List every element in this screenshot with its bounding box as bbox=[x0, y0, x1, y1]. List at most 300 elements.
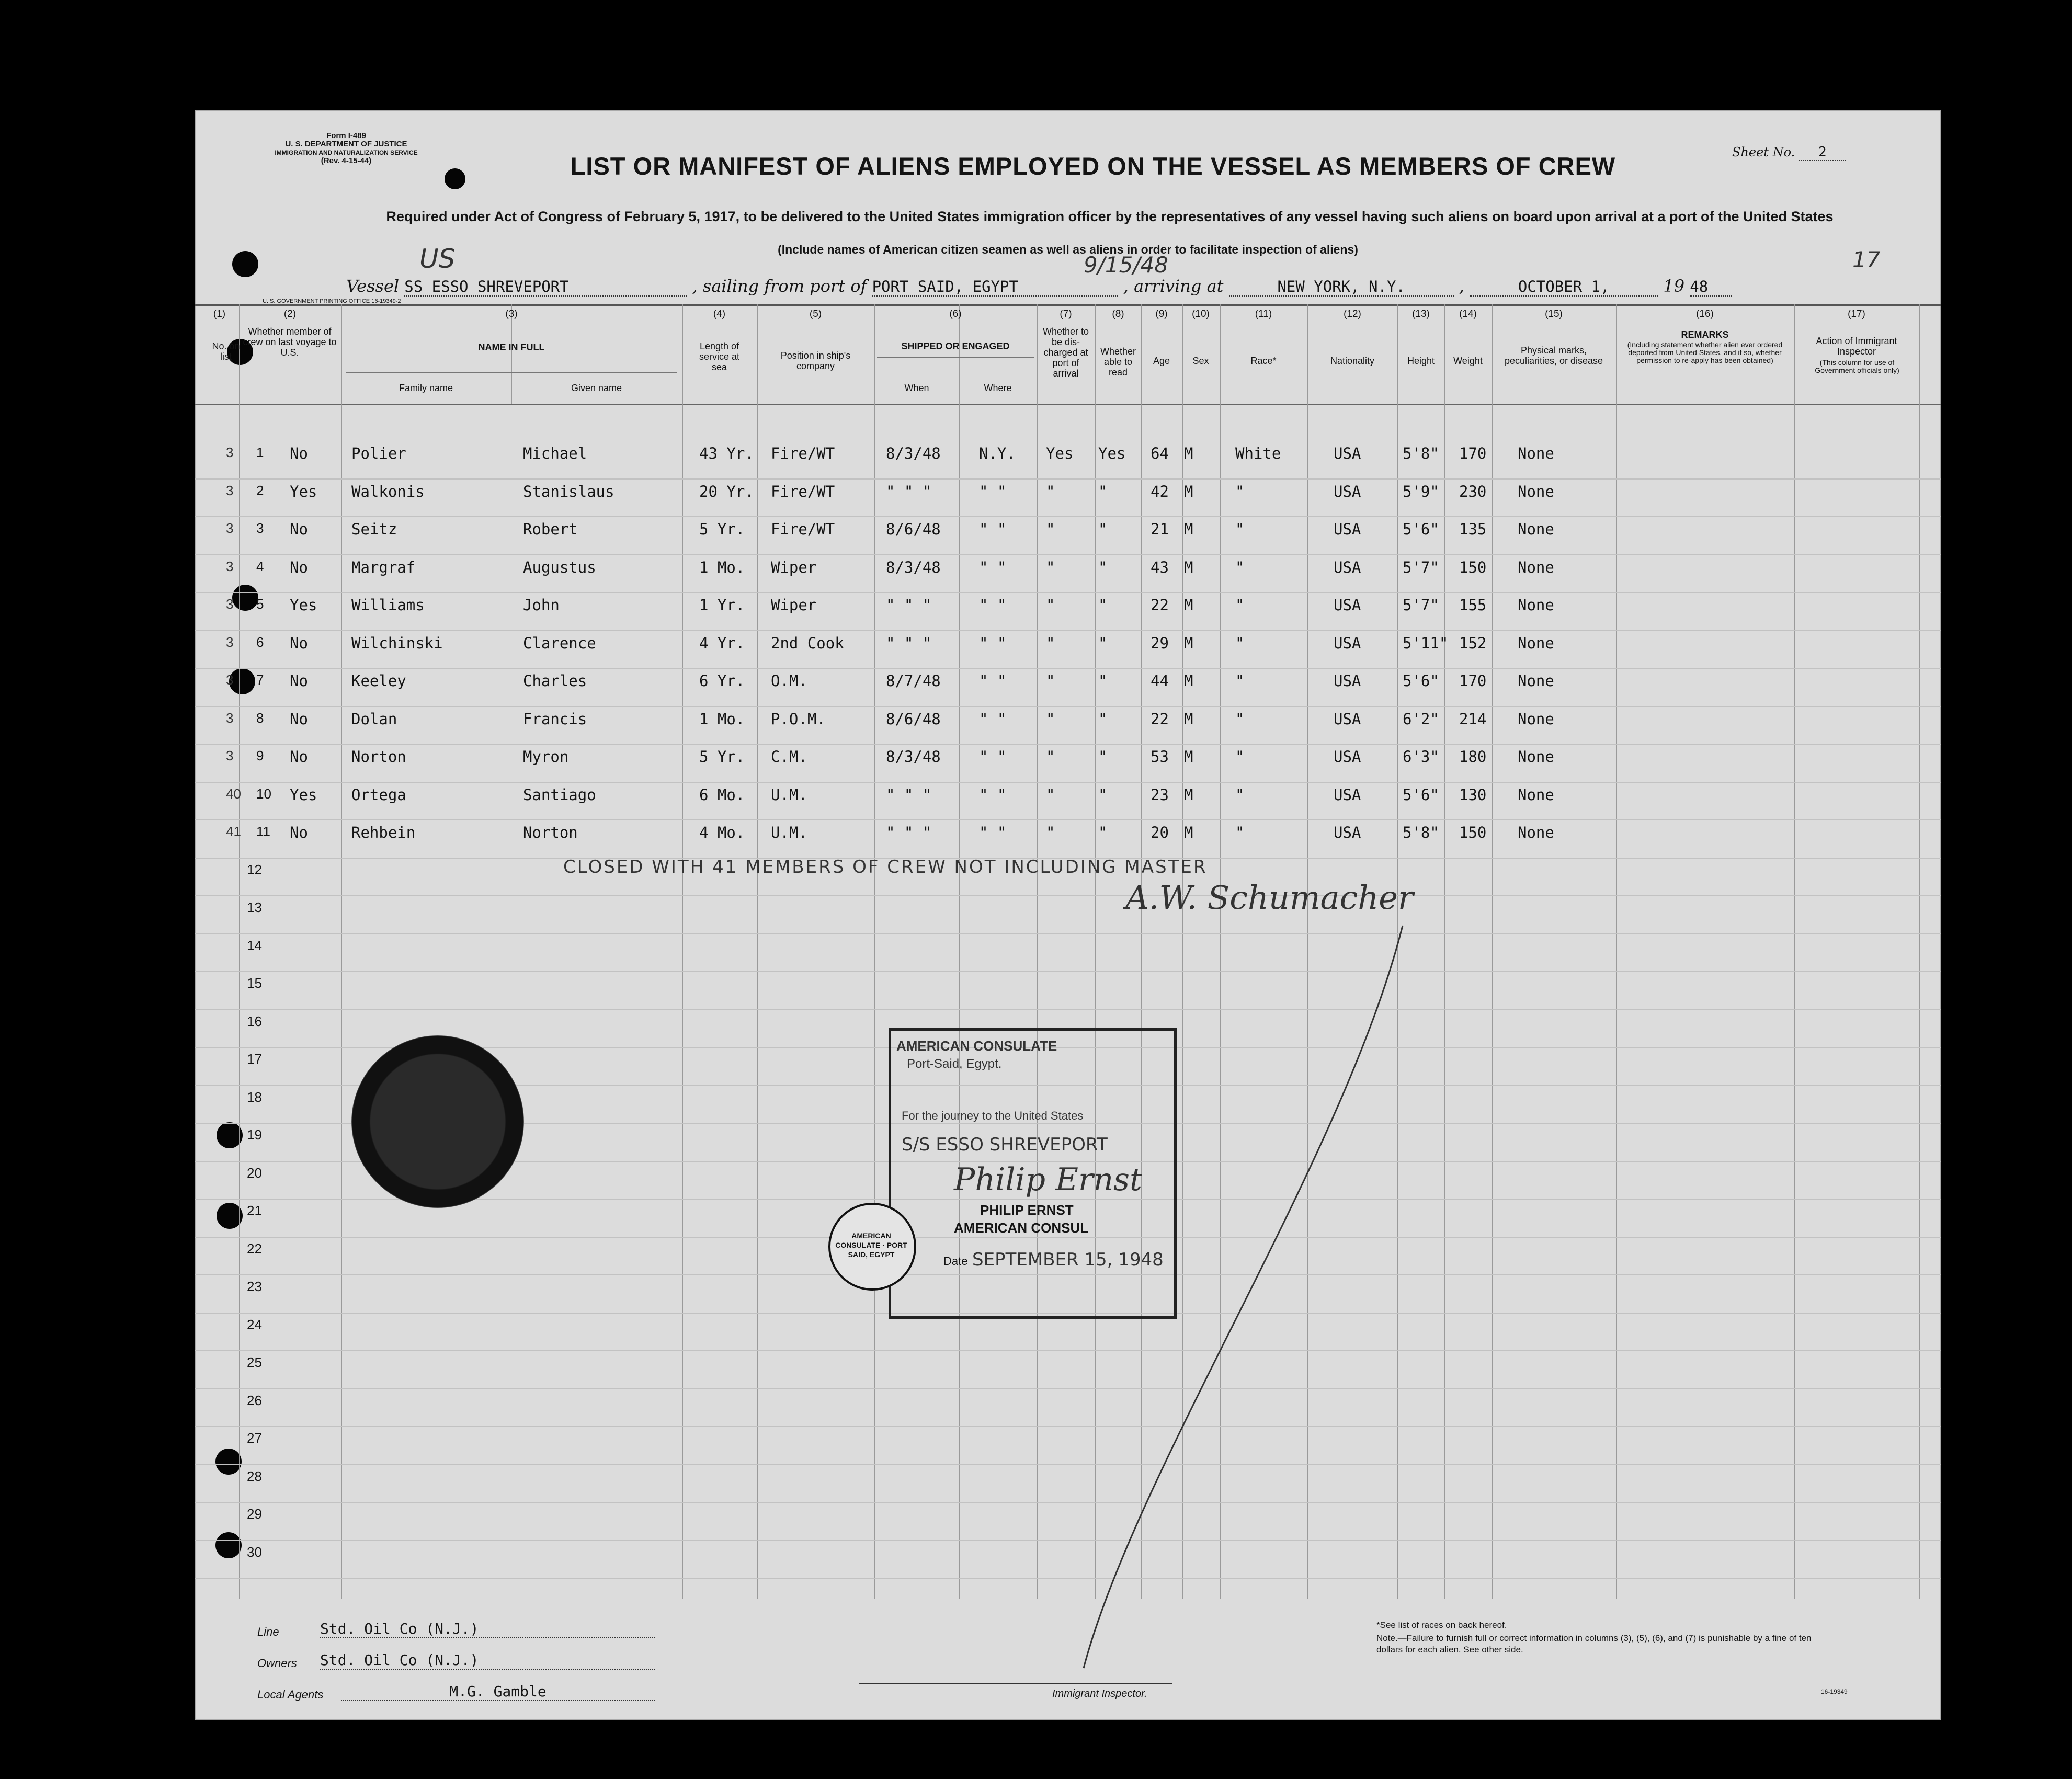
cell-where: " " bbox=[979, 596, 1007, 614]
cell-height: 5'6" bbox=[1403, 672, 1439, 690]
cell-discharged: " bbox=[1046, 634, 1055, 652]
empty-row-number: 29 bbox=[247, 1506, 262, 1522]
empty-row-number: 17 bbox=[247, 1051, 262, 1067]
header-shipped-engaged: SHIPPED OR ENGAGED bbox=[901, 341, 1010, 351]
cell-nationality: USA bbox=[1334, 520, 1361, 538]
cell-where: N.Y. bbox=[979, 444, 1016, 462]
empty-row-number: 18 bbox=[247, 1089, 262, 1105]
cell-last: Yes bbox=[290, 785, 317, 804]
row-number: 5 bbox=[256, 596, 264, 612]
header-height: Height bbox=[1407, 356, 1435, 366]
sheet-value: 2 bbox=[1799, 144, 1846, 161]
cell-weight: 230 bbox=[1459, 482, 1487, 500]
cell-read: " bbox=[1098, 596, 1108, 614]
cell-sex: M bbox=[1184, 444, 1193, 462]
cell-family: Seitz bbox=[351, 520, 397, 538]
header-family-name: Family name bbox=[399, 383, 453, 393]
cell-family: Keeley bbox=[351, 672, 406, 690]
cell-when: 8/7/48 bbox=[886, 672, 941, 690]
cell-discharged: " bbox=[1046, 824, 1055, 841]
cell-last: No bbox=[290, 710, 308, 728]
row-hand-number: 3 bbox=[226, 672, 234, 688]
cell-where: " " bbox=[979, 785, 1007, 804]
header-physical-marks: Physical marks, peculiarities, or disease bbox=[1504, 345, 1603, 366]
cell-weight: 150 bbox=[1459, 558, 1487, 576]
print-code: 16-19349 bbox=[1821, 1688, 1848, 1695]
department: U. S. DEPARTMENT OF JUSTICE bbox=[285, 140, 407, 149]
cell-discharged: " bbox=[1046, 710, 1055, 728]
row-hand-number: 3 bbox=[226, 748, 234, 763]
header-race: Race* bbox=[1250, 356, 1277, 366]
cell-when: 8/6/48 bbox=[886, 710, 941, 728]
header-where: Where bbox=[984, 383, 1012, 393]
row-hand-number: 41 bbox=[226, 824, 241, 839]
date-hand-note: 9/15/48 bbox=[1084, 252, 1168, 278]
consul-signature: Philip Ernst bbox=[954, 1161, 1143, 1198]
cell-position: Wiper bbox=[771, 558, 817, 576]
row-number: 11 bbox=[256, 824, 270, 839]
cell-weight: 135 bbox=[1459, 520, 1487, 538]
header-when: When bbox=[904, 383, 929, 393]
agents-value: M.G. Gamble bbox=[341, 1683, 655, 1701]
cell-where: " " bbox=[979, 520, 1007, 538]
cell-sex: M bbox=[1184, 672, 1193, 690]
cell-marks: None bbox=[1518, 672, 1554, 690]
cell-sex: M bbox=[1184, 634, 1193, 652]
cell-nationality: USA bbox=[1334, 748, 1361, 766]
signature: A.W. Schumacher bbox=[1125, 879, 1414, 917]
cell-height: 5'8" bbox=[1403, 444, 1439, 462]
cell-family: Norton bbox=[351, 748, 406, 766]
empty-row-number: 24 bbox=[247, 1316, 262, 1332]
cell-service: 1 Mo. bbox=[699, 710, 745, 728]
col-7-number: (7) bbox=[1060, 309, 1072, 320]
vessel-name: SS ESSO SHREVEPORT bbox=[404, 278, 687, 297]
row-number: 2 bbox=[256, 482, 264, 498]
cell-race: " bbox=[1235, 748, 1245, 766]
cell-family: Dolan bbox=[351, 710, 397, 728]
cell-marks: None bbox=[1518, 748, 1554, 766]
cell-height: 5'11" bbox=[1403, 634, 1449, 652]
header-weight: Weight bbox=[1453, 356, 1483, 366]
cell-where: " " bbox=[979, 558, 1007, 576]
cell-when: " " " bbox=[886, 482, 932, 500]
cell-height: 5'6" bbox=[1403, 785, 1439, 804]
header-name-in-full: NAME IN FULL bbox=[478, 342, 545, 352]
cell-age: 43 bbox=[1151, 558, 1169, 576]
line-value: Std. Oil Co (N.J.) bbox=[320, 1620, 655, 1638]
stamp-vessel: S/S ESSO SHREVEPORT bbox=[902, 1134, 1108, 1155]
col-11-number: (11) bbox=[1255, 309, 1272, 320]
cell-marks: None bbox=[1518, 482, 1554, 500]
cell-service: 43 Yr. bbox=[699, 444, 754, 462]
cell-nationality: USA bbox=[1334, 482, 1361, 500]
cell-given: Myron bbox=[523, 748, 569, 766]
service-name: IMMIGRATION AND NATURALIZATION SERVICE bbox=[275, 149, 418, 156]
penalty-note: Note.—Failure to furnish full or correct information in columns (3), (5), (6), and (7) is punishable by a fine of ten dollars for each alien. See other side. bbox=[1376, 1633, 1812, 1655]
revision: (Rev. 4-15-44) bbox=[321, 156, 372, 165]
page-title: LIST OR MANIFEST OF ALIENS EMPLOYED ON THE VESSEL AS MEMBERS OF CREW bbox=[570, 152, 1616, 180]
cell-read: " bbox=[1098, 634, 1108, 652]
cell-when: 8/6/48 bbox=[886, 520, 941, 538]
cell-position: Fire/WT bbox=[771, 520, 835, 538]
cell-given: Francis bbox=[523, 710, 587, 728]
col-1-number: (1) bbox=[213, 309, 226, 320]
cell-service: 20 Yr. bbox=[699, 482, 754, 500]
row-number: 7 bbox=[256, 672, 264, 688]
cell-age: 21 bbox=[1151, 520, 1169, 538]
vessel-line: Vessel SS ESSO SHREVEPORT , sailing from port of PORT SAID, EGYPT , arriving at NEW YORK, N.Y. , OCTOBER 1, 19 48 bbox=[346, 276, 1732, 297]
cell-nationality: USA bbox=[1334, 596, 1361, 614]
vessel-hand-note: US bbox=[419, 244, 456, 274]
cell-weight: 155 bbox=[1459, 596, 1487, 614]
cell-race: " bbox=[1235, 785, 1245, 804]
row-hand-number: 3 bbox=[226, 520, 234, 536]
row-number: 9 bbox=[256, 748, 264, 763]
cell-last: Yes bbox=[290, 482, 317, 500]
cell-service: 4 Mo. bbox=[699, 824, 745, 841]
row-hand-number: 3 bbox=[226, 710, 234, 726]
cell-nationality: USA bbox=[1334, 785, 1361, 804]
col-4-number: (4) bbox=[713, 309, 726, 320]
cell-where: " " bbox=[979, 824, 1007, 841]
cell-sex: M bbox=[1184, 520, 1193, 538]
row-number: 10 bbox=[256, 785, 271, 802]
col-14-number: (14) bbox=[1459, 309, 1477, 320]
cell-sex: M bbox=[1184, 558, 1193, 576]
line-label: Line bbox=[257, 1625, 279, 1638]
arrival-year: 48 bbox=[1690, 278, 1732, 297]
header-length-service: Length of service at sea bbox=[699, 341, 740, 372]
cell-height: 5'6" bbox=[1403, 520, 1439, 538]
cell-family: Margraf bbox=[351, 558, 416, 576]
cell-discharged: " bbox=[1046, 558, 1055, 576]
cell-race: " bbox=[1235, 710, 1245, 728]
cell-given: Santiago bbox=[523, 785, 596, 804]
col-17-number: (17) bbox=[1848, 309, 1865, 320]
cell-when: " " " bbox=[886, 785, 932, 804]
cell-height: 5'7" bbox=[1403, 596, 1439, 614]
cell-when: " " " bbox=[886, 596, 932, 614]
empty-row-number: 16 bbox=[247, 1013, 262, 1029]
empty-row-number: 12 bbox=[247, 861, 262, 877]
row-number: 8 bbox=[256, 710, 264, 726]
cell-race: White bbox=[1235, 444, 1281, 462]
inspector-pen-stroke bbox=[195, 110, 1941, 1720]
cell-nationality: USA bbox=[1334, 672, 1361, 690]
cell-given: Michael bbox=[523, 444, 587, 462]
empty-row-number: 19 bbox=[247, 1127, 262, 1143]
cell-last: No bbox=[290, 558, 308, 576]
cell-discharged: " bbox=[1046, 785, 1055, 804]
cell-read: " bbox=[1098, 482, 1108, 500]
row-number: 4 bbox=[256, 558, 264, 574]
sheet-label: Sheet No. bbox=[1732, 145, 1795, 159]
empty-row-number: 25 bbox=[247, 1354, 262, 1370]
header-inspector-note: (This column for use of Government officials only) bbox=[1815, 358, 1899, 374]
cell-given: John bbox=[523, 596, 560, 614]
cell-position: O.M. bbox=[771, 672, 807, 690]
cell-where: " " bbox=[979, 748, 1007, 766]
consulate-name: AMERICAN CONSULATE bbox=[896, 1038, 1057, 1054]
cell-family: Ortega bbox=[351, 785, 406, 804]
cell-age: 44 bbox=[1151, 672, 1169, 690]
cell-sex: M bbox=[1184, 748, 1193, 766]
header-no-on-list: No. on list bbox=[212, 341, 240, 362]
cell-given: Norton bbox=[523, 824, 578, 841]
cell-weight: 170 bbox=[1459, 444, 1487, 462]
sailing-label: , sailing from port of bbox=[692, 276, 867, 296]
cell-race: " bbox=[1235, 596, 1245, 614]
printing-office: U. S. GOVERNMENT PRINTING OFFICE 16-19349-2 bbox=[263, 298, 401, 304]
requirement-note: (Include names of American citizen seamen as well as aliens in order to facilitate inspection of aliens) bbox=[778, 243, 1358, 256]
empty-row-number: 27 bbox=[247, 1430, 262, 1446]
cell-last: No bbox=[290, 444, 308, 462]
row-number: 6 bbox=[256, 634, 264, 650]
cell-last: Yes bbox=[290, 596, 317, 614]
header-last-voyage: Whether member of crew on last voyage to U.S. bbox=[243, 326, 337, 358]
stamp-date-label: Date bbox=[943, 1255, 968, 1268]
cell-service: 5 Yr. bbox=[699, 520, 745, 538]
cell-height: 5'8" bbox=[1403, 824, 1439, 841]
cell-marks: None bbox=[1518, 634, 1554, 652]
col-5-number: (5) bbox=[809, 309, 822, 320]
cell-family: Williams bbox=[351, 596, 425, 614]
cell-nationality: USA bbox=[1334, 634, 1361, 652]
arriving-label: , arriving at bbox=[1123, 276, 1224, 296]
empty-row-number: 13 bbox=[247, 899, 262, 915]
cell-given: Charles bbox=[523, 672, 587, 690]
header-remarks: REMARKS bbox=[1681, 329, 1729, 340]
cell-weight: 130 bbox=[1459, 785, 1487, 804]
cell-read: " bbox=[1098, 558, 1108, 576]
header-nationality: Nationality bbox=[1330, 356, 1375, 366]
cell-when: 8/3/48 bbox=[886, 748, 941, 766]
row-number: 1 bbox=[256, 444, 264, 460]
col-3-number: (3) bbox=[505, 309, 518, 320]
cell-height: 5'9" bbox=[1403, 482, 1439, 500]
cell-position: U.M. bbox=[771, 785, 807, 804]
col-8-number: (8) bbox=[1112, 309, 1124, 320]
cell-position: 2nd Cook bbox=[771, 634, 844, 652]
cell-age: 42 bbox=[1151, 482, 1169, 500]
cell-last: No bbox=[290, 634, 308, 652]
cell-family: Walkonis bbox=[351, 482, 425, 500]
col-10-number: (10) bbox=[1192, 309, 1210, 320]
cell-weight: 180 bbox=[1459, 748, 1487, 766]
cell-sex: M bbox=[1184, 824, 1193, 841]
journey-text: For the journey to the United States bbox=[902, 1109, 1084, 1122]
cell-nationality: USA bbox=[1334, 710, 1361, 728]
cell-service: 5 Yr. bbox=[699, 748, 745, 766]
consul-name: PHILIP ERNST bbox=[980, 1202, 1074, 1218]
cell-read: " bbox=[1098, 748, 1108, 766]
inspector-label: Immigrant Inspector. bbox=[1052, 1688, 1147, 1700]
cell-discharged: " bbox=[1046, 520, 1055, 538]
col-12-number: (12) bbox=[1344, 309, 1361, 320]
cell-weight: 214 bbox=[1459, 710, 1487, 728]
row-hand-number: 3 bbox=[226, 558, 234, 574]
cell-last: No bbox=[290, 672, 308, 690]
cell-position: U.M. bbox=[771, 824, 807, 841]
cell-sex: M bbox=[1184, 785, 1193, 804]
form-id: Form I-489 bbox=[326, 131, 366, 140]
empty-row-number: 14 bbox=[247, 937, 262, 953]
cell-when: " " " bbox=[886, 634, 932, 652]
requirement-text: Required under Act of Congress of February 5, 1917, to be delivered to the United States immigration officer by the representatives of any vessel having such aliens on board upon arrival at a port of the United States bbox=[386, 209, 1834, 224]
cell-race: " bbox=[1235, 520, 1245, 538]
cell-marks: None bbox=[1518, 520, 1554, 538]
owners-value: Std. Oil Co (N.J.) bbox=[320, 1651, 655, 1670]
empty-row-number: 28 bbox=[247, 1468, 262, 1484]
row-hand-number: 3 bbox=[226, 634, 234, 650]
owners-label: Owners bbox=[257, 1657, 297, 1670]
cell-age: 64 bbox=[1151, 444, 1169, 462]
cell-last: No bbox=[290, 748, 308, 766]
corner-mark: 17 bbox=[1852, 247, 1881, 272]
cell-read: " bbox=[1098, 824, 1108, 841]
cell-nationality: USA bbox=[1334, 558, 1361, 576]
header-remarks-note: (Including statement whether alien ever ordered deported from United States, and if so, whether permission to re-apply has been obtained) bbox=[1627, 340, 1783, 364]
header-able-to-read: Whether able to read bbox=[1100, 346, 1136, 378]
header-position: Position in ship's company bbox=[780, 350, 851, 371]
cell-given: Augustus bbox=[523, 558, 596, 576]
cell-service: 1 Yr. bbox=[699, 596, 745, 614]
cell-marks: None bbox=[1518, 596, 1554, 614]
empty-row-number: 22 bbox=[247, 1240, 262, 1257]
empty-row-number: 21 bbox=[247, 1203, 262, 1218]
row-hand-number: 40 bbox=[226, 785, 241, 802]
closing-note: CLOSED WITH 41 MEMBERS OF CREW NOT INCLUDING MASTER bbox=[563, 857, 1208, 877]
races-note: *See list of races on back hereof. bbox=[1376, 1620, 1507, 1630]
cell-race: " bbox=[1235, 482, 1245, 500]
seal-text: AMERICAN CONSULATE · PORT SAID, EGYPT bbox=[835, 1231, 907, 1259]
empty-row-number: 15 bbox=[247, 975, 262, 991]
empty-row-number: 23 bbox=[247, 1279, 262, 1294]
cell-where: " " bbox=[979, 672, 1007, 690]
empty-row-number: 26 bbox=[247, 1392, 262, 1408]
cell-position: P.O.M. bbox=[771, 710, 826, 728]
cell-read: " bbox=[1098, 672, 1108, 690]
cell-given: Clarence bbox=[523, 634, 596, 652]
vessel-label: Vessel bbox=[346, 276, 400, 296]
cell-where: " " bbox=[979, 482, 1007, 500]
cell-where: " " bbox=[979, 710, 1007, 728]
cell-height: 6'3" bbox=[1403, 748, 1439, 766]
cell-weight: 152 bbox=[1459, 634, 1487, 652]
row-hand-number: 3 bbox=[226, 596, 234, 612]
cell-family: Rehbein bbox=[351, 824, 416, 841]
cell-height: 6'2" bbox=[1403, 710, 1439, 728]
cell-race: " bbox=[1235, 558, 1245, 576]
cell-position: Fire/WT bbox=[771, 444, 835, 462]
cell-discharged: " bbox=[1046, 748, 1055, 766]
sailing-port: PORT SAID, EGYPT bbox=[872, 278, 1118, 297]
cell-family: Wilchinski bbox=[351, 634, 443, 652]
cell-service: 6 Mo. bbox=[699, 785, 745, 804]
cell-race: " bbox=[1235, 634, 1245, 652]
cell-service: 1 Mo. bbox=[699, 558, 745, 576]
manifest-sheet bbox=[195, 110, 1941, 1720]
cell-age: 22 bbox=[1151, 596, 1169, 614]
cell-sex: M bbox=[1184, 596, 1193, 614]
cell-read: " bbox=[1098, 710, 1108, 728]
header-sex: Sex bbox=[1192, 356, 1209, 366]
cell-when: 8/3/48 bbox=[886, 558, 941, 576]
cell-sex: M bbox=[1184, 710, 1193, 728]
cell-marks: None bbox=[1518, 558, 1554, 576]
stamp-date: SEPTEMBER 15, 1948 bbox=[972, 1249, 1164, 1270]
cell-where: " " bbox=[979, 634, 1007, 652]
cell-discharged: Yes bbox=[1046, 444, 1074, 462]
cell-age: 20 bbox=[1151, 824, 1169, 841]
cell-service: 4 Yr. bbox=[699, 634, 745, 652]
cell-age: 23 bbox=[1151, 785, 1169, 804]
cell-discharged: " bbox=[1046, 482, 1055, 500]
cell-when: 8/3/48 bbox=[886, 444, 941, 462]
header-discharged: Whether to be dis-charged at port of arrival bbox=[1042, 326, 1089, 379]
cell-marks: None bbox=[1518, 824, 1554, 841]
cell-height: 5'7" bbox=[1403, 558, 1439, 576]
arrival-port: NEW YORK, N.Y. bbox=[1229, 278, 1454, 297]
header-inspector-action: Action of Immigrant Inspector bbox=[1816, 336, 1897, 357]
row-number: 3 bbox=[256, 520, 264, 536]
agents-label: Local Agents bbox=[257, 1688, 324, 1701]
cell-sex: M bbox=[1184, 482, 1193, 500]
cell-when: " " " bbox=[886, 824, 932, 841]
consul-title: AMERICAN CONSUL bbox=[954, 1220, 1089, 1236]
cell-position: Fire/WT bbox=[771, 482, 835, 500]
cell-marks: None bbox=[1518, 710, 1554, 728]
cell-read: " bbox=[1098, 520, 1108, 538]
empty-row-number: 30 bbox=[247, 1544, 262, 1560]
cell-weight: 170 bbox=[1459, 672, 1487, 690]
cell-position: C.M. bbox=[771, 748, 807, 766]
cell-given: Stanislaus bbox=[523, 482, 614, 500]
cell-nationality: USA bbox=[1334, 824, 1361, 841]
cell-race: " bbox=[1235, 824, 1245, 841]
col-13-number: (13) bbox=[1412, 309, 1430, 320]
col-15-number: (15) bbox=[1545, 309, 1563, 320]
cell-given: Robert bbox=[523, 520, 578, 538]
cell-last: No bbox=[290, 520, 308, 538]
cell-age: 53 bbox=[1151, 748, 1169, 766]
cell-last: No bbox=[290, 824, 308, 841]
cell-nationality: USA bbox=[1334, 444, 1361, 462]
row-hand-number: 3 bbox=[226, 444, 234, 460]
cell-position: Wiper bbox=[771, 596, 817, 614]
cell-read: " bbox=[1098, 785, 1108, 804]
cell-marks: None bbox=[1518, 785, 1554, 804]
header-given-name: Given name bbox=[571, 383, 622, 393]
cell-weight: 150 bbox=[1459, 824, 1487, 841]
col-2-number: (2) bbox=[283, 309, 297, 320]
cell-discharged: " bbox=[1046, 672, 1055, 690]
year-prefix: 19 bbox=[1663, 276, 1685, 296]
empty-row-number: 20 bbox=[247, 1165, 262, 1181]
cell-age: 29 bbox=[1151, 634, 1169, 652]
col-16-number: (16) bbox=[1696, 309, 1714, 320]
row-hand-number: 3 bbox=[226, 482, 234, 498]
cell-family: Polier bbox=[351, 444, 406, 462]
arrival-date: OCTOBER 1, bbox=[1470, 278, 1658, 297]
cell-marks: None bbox=[1518, 444, 1554, 462]
header-age: Age bbox=[1153, 356, 1170, 366]
cell-discharged: " bbox=[1046, 596, 1055, 614]
cell-race: " bbox=[1235, 672, 1245, 690]
col-9-number: (9) bbox=[1155, 309, 1168, 320]
cell-age: 22 bbox=[1151, 710, 1169, 728]
